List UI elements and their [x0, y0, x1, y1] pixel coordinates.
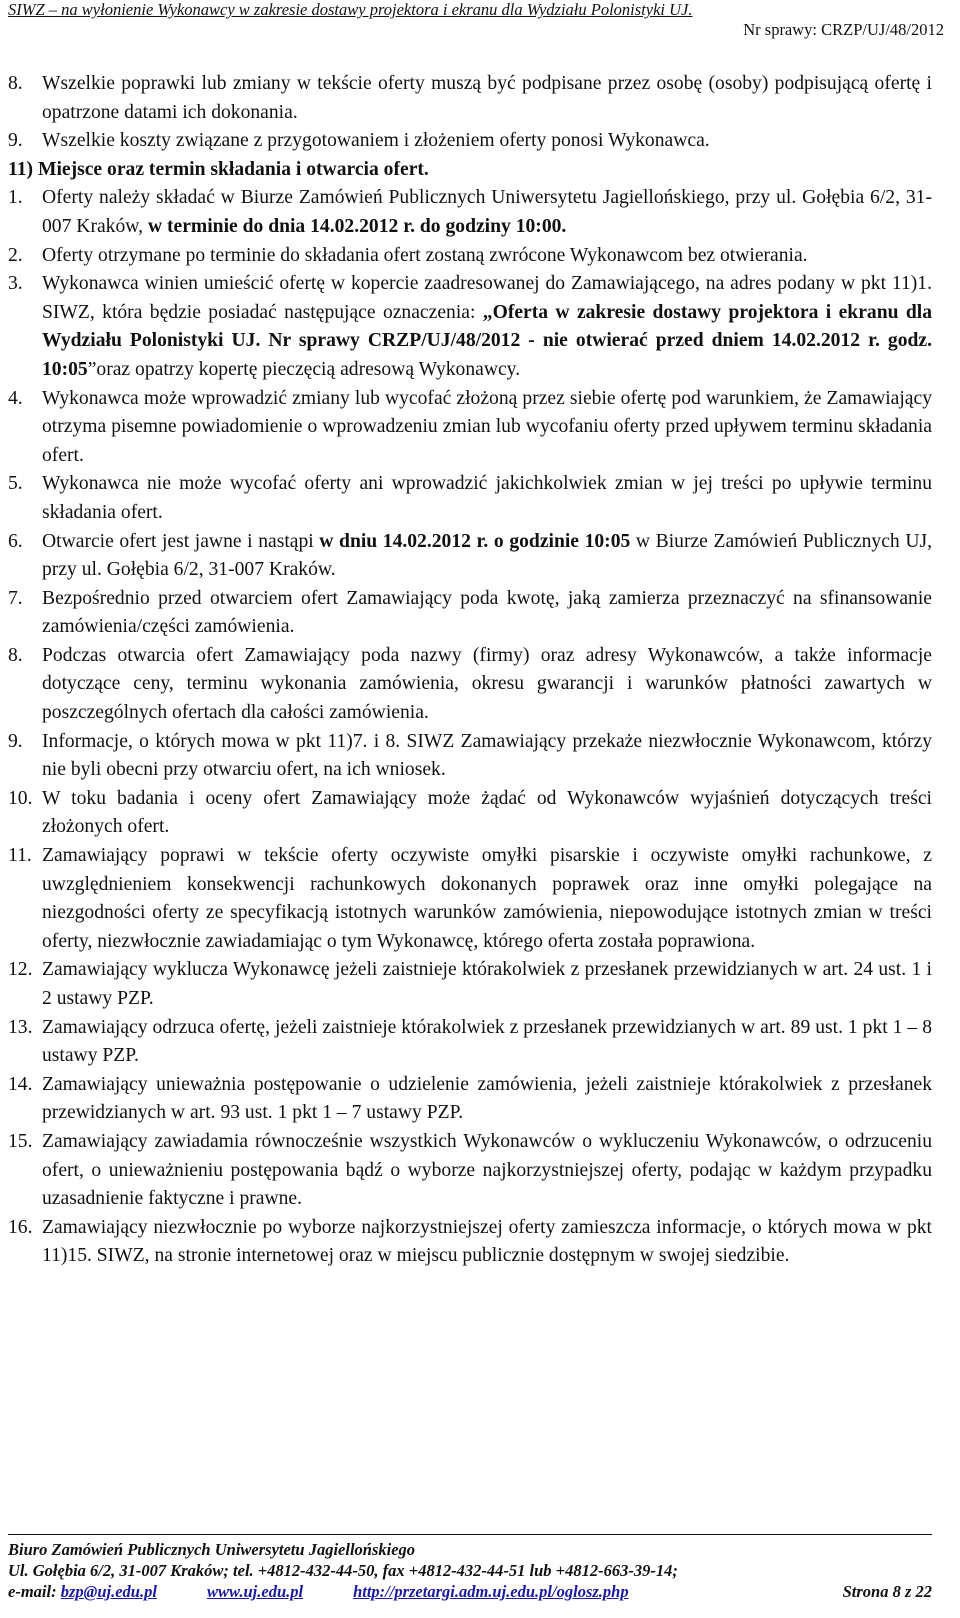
item-text-bold: w terminie do dnia 14.02.2012 r. do godziny 10:00. [147, 215, 567, 237]
header-case-number: Nr sprawy: CRZP/UJ/48/2012 [743, 20, 944, 39]
item-text-run: Wykonawca nie może wycofać oferty ani wprowadzić jakichkolwiek zmian w jej treści po upływie terminu składania ofert. [42, 473, 932, 523]
list-item [8, 528, 932, 585]
item-text-bold: w dniu 14.02.2012 r. o godzinie 10:05 [319, 530, 631, 552]
item-number: 9. [8, 730, 23, 752]
item-text-bold: „Oferta w zakresie dostawy projektora i ekranu dla Wydziału Polonistyki UJ. Nr sprawy CRZP/UJ/48/2012 - nie otwierać przed dniem 14.02.2012 r. godz. 10:05 [42, 301, 932, 380]
item-text-run: Wszelkie poprawki lub zmiany w tekście oferty muszą być podpisane przez osobę (osoby) podpisującą ofertę i opatrzone datami ich dokonania. [42, 73, 932, 123]
header-title: SIWZ – na wyłonienie Wykonawcy w zakresie dostawy projektora i ekranu dla Wydziału Polonistyki UJ. [8, 0, 693, 19]
item-text [42, 242, 932, 271]
item-number: 8. [8, 644, 23, 666]
list-item [8, 270, 932, 384]
item-text [42, 528, 932, 585]
section-number: 11) [8, 158, 34, 180]
item-text-run: w Biurze Zamówień Publicznych UJ, przy ul. Gołębia 6/2, 31-007 Kraków. [42, 530, 932, 581]
list-item [8, 1214, 932, 1271]
item-number: 15. [8, 1130, 33, 1152]
item-text [42, 70, 932, 127]
footer-website-link[interactable]: www.uj.edu.pl [206, 1582, 304, 1601]
item-text [42, 1214, 932, 1271]
list-item [8, 127, 932, 156]
item-number: 2. [8, 244, 23, 266]
item-number: 10. [8, 787, 33, 809]
item-text [42, 956, 932, 1013]
item-text-run: Wykonawca może wprowadzić zmiany lub wycofać złożoną przez siebie ofertę pod warunkiem, że Zamawiający otrzyma pisemne powiadomienie o wprowadzeniu zmian lub wycofaniu oferty przed upływem terminu składania ofert. [42, 387, 932, 466]
item-text [42, 270, 932, 384]
list-item [8, 1071, 932, 1128]
page-footer [8, 1539, 932, 1602]
document-body [8, 70, 932, 1271]
list-item [8, 585, 932, 642]
list-item [8, 1014, 932, 1071]
item-text-run: Zamawiający poprawi w tekście oferty oczywiste omyłki pisarskie i oczywiste omyłki rachunkowe, z uwzględnieniem konsekwencji rachunkowych dokonanych poprawek oraz inne omyłki polegające na niezgodności oferty ze specyfikacją istotnych warunków zamówienia, niepowodujące istotnych zmian w treści oferty, niezwłocznie zawiadamiając o tym Wykonawcę, którego oferta została poprawiona. [42, 845, 932, 952]
list-item [8, 470, 932, 527]
item-text-run: Zamawiający niezwłocznie po wyborze najkorzystniejszej oferty zamieszcza informacje, o których mowa w pkt 11)15. SIWZ, na stronie internetowej oraz w miejscu publicznie dostępnym w swojej siedzibie. [42, 1216, 932, 1267]
items-list [8, 184, 932, 1271]
item-number: 16. [8, 1216, 33, 1238]
item-text [42, 728, 932, 785]
list-item [8, 956, 932, 1013]
page-header [8, 0, 944, 40]
item-text-run: Otwarcie ofert jest jawne i nastąpi [42, 530, 320, 552]
list-item [8, 1128, 932, 1214]
list-item [8, 842, 932, 956]
section-title: Miejsce oraz termin składania i otwarcia ofert. [37, 158, 429, 180]
list-item [8, 785, 932, 842]
item-text [42, 385, 932, 471]
footer-email-link[interactable]: bzp@uj.edu.pl [60, 1582, 157, 1601]
item-text-run: Oferty należy składać w Biurze Zamówień Publicznych Uniwersytetu Jagiellońskiego, przy ul. Gołębia 6/2, 31-007 Kraków, [42, 187, 932, 237]
item-number: 5. [8, 473, 23, 495]
item-text-run: Podczas otwarcia ofert Zamawiający poda nazwy (firmy) oraz adresy Wykonawców, a także informacje dotyczące ceny, terminu wykonania zamówienia, okresu gwarancji i warunków płatności zawartych w poszczególnych ofertach dla całości zamówienia. [42, 644, 932, 724]
item-text-run: Zamawiający zawiadamia równocześnie wszystkich Wykonawców o wykluczeniu Wykonawców, o odrzuceniu ofert, o unieważnieniu postępowania bądź o wyborze najkorzystniejszej oferty, podając w każdym przypadku uzasadnienie faktyczne i prawne. [42, 1130, 932, 1210]
list-item [8, 184, 932, 241]
list-item [8, 642, 932, 728]
item-text-run: Informacje, o których mowa w pkt 11)7. i 8. SIWZ Zamawiający przekaże niezwłocznie Wykonawcom, którzy nie byli obecni przy otwarciu ofert, na ich wniosek. [42, 730, 932, 781]
item-text-run: Oferty otrzymane po terminie do składania ofert zostaną zwrócone Wykonawcom bez otwierania. [42, 244, 808, 266]
item-text [42, 470, 932, 527]
item-number: 6. [8, 530, 23, 552]
footer-email-label: e-mail: [8, 1582, 61, 1601]
item-number: 7. [8, 587, 23, 609]
item-number: 1. [8, 187, 23, 209]
item-text-run: Zamawiający unieważnia postępowanie o udzielenie zamówienia, jeżeli zaistnieje którakolwiek z przesłanek przewidzianych w art. 93 ust. 1 pkt 1 – 7 ustawy PZP. [42, 1073, 932, 1124]
item-text-run: Zamawiający odrzuca ofertę, jeżeli zaistnieje którakolwiek z przesłanek przewidzianych w art. 89 ust. 1 pkt 1 – 8 ustawy PZP. [42, 1016, 932, 1067]
footer-address: Ul. Gołębia 6/2, 31-007 Kraków; tel. +4812-432-44-50, fax +4812-432-44-51 lub +4812-663-39-14; [8, 1561, 678, 1580]
footer-tenders-link[interactable]: http://przetargi.adm.uj.edu.pl/oglosz.php [353, 1582, 629, 1601]
item-text [42, 1128, 932, 1214]
list-item [8, 242, 932, 271]
item-text [42, 1071, 932, 1128]
item-text [42, 785, 932, 842]
item-text-run: Zamawiający wyklucza Wykonawcę jeżeli zaistnieje którakolwiek z przesłanek przewidzianych w art. 24 ust. 1 i 2 ustawy PZP. [42, 959, 932, 1009]
item-text-run: Wszelkie koszty związane z przygotowaniem i złożeniem oferty ponosi Wykonawca. [42, 130, 710, 152]
page-number: Strona 8 z 22 [842, 1582, 932, 1601]
pre-items-list [8, 70, 932, 156]
item-text [42, 642, 932, 728]
item-text [42, 1014, 932, 1071]
item-text-run: Bezpośrednio przed otwarciem ofert Zamawiający poda kwotę, jaką zamierza przeznaczyć na sfinansowanie zamówienia/części zamówienia. [42, 587, 932, 638]
item-text [42, 184, 932, 241]
list-item [8, 70, 932, 127]
item-number: 9. [8, 130, 23, 152]
item-number: 4. [8, 387, 23, 409]
item-text [42, 585, 932, 642]
item-text [42, 842, 932, 956]
footer-divider [8, 1534, 932, 1535]
item-number: 3. [8, 273, 23, 295]
item-text-run: Wykonawca winien umieścić ofertę w kopercie zaadresowanej do Zamawiającego, na adres podany w pkt 11)1. SIWZ, która będzie posiadać następujące oznaczenia: [42, 273, 932, 323]
item-number: 14. [8, 1073, 33, 1095]
section-heading [8, 156, 932, 185]
footer-links [8, 1581, 932, 1602]
item-number: 12. [8, 959, 33, 981]
item-number: 11. [8, 845, 32, 867]
item-text-run: W toku badania i oceny ofert Zamawiający może żądać od Wykonawców wyjaśnień dotyczących treści złożonych ofert. [42, 787, 932, 838]
footer-office: Biuro Zamówień Publicznych Uniwersytetu Jagiellońskiego [8, 1540, 416, 1559]
item-text-run: ”oraz opatrzy kopertę pieczęcią adresową Wykonawcy. [87, 358, 521, 380]
list-item [8, 728, 932, 785]
item-number: 13. [8, 1016, 33, 1038]
item-text [42, 127, 932, 156]
item-number: 8. [8, 73, 23, 94]
list-item [8, 385, 932, 471]
